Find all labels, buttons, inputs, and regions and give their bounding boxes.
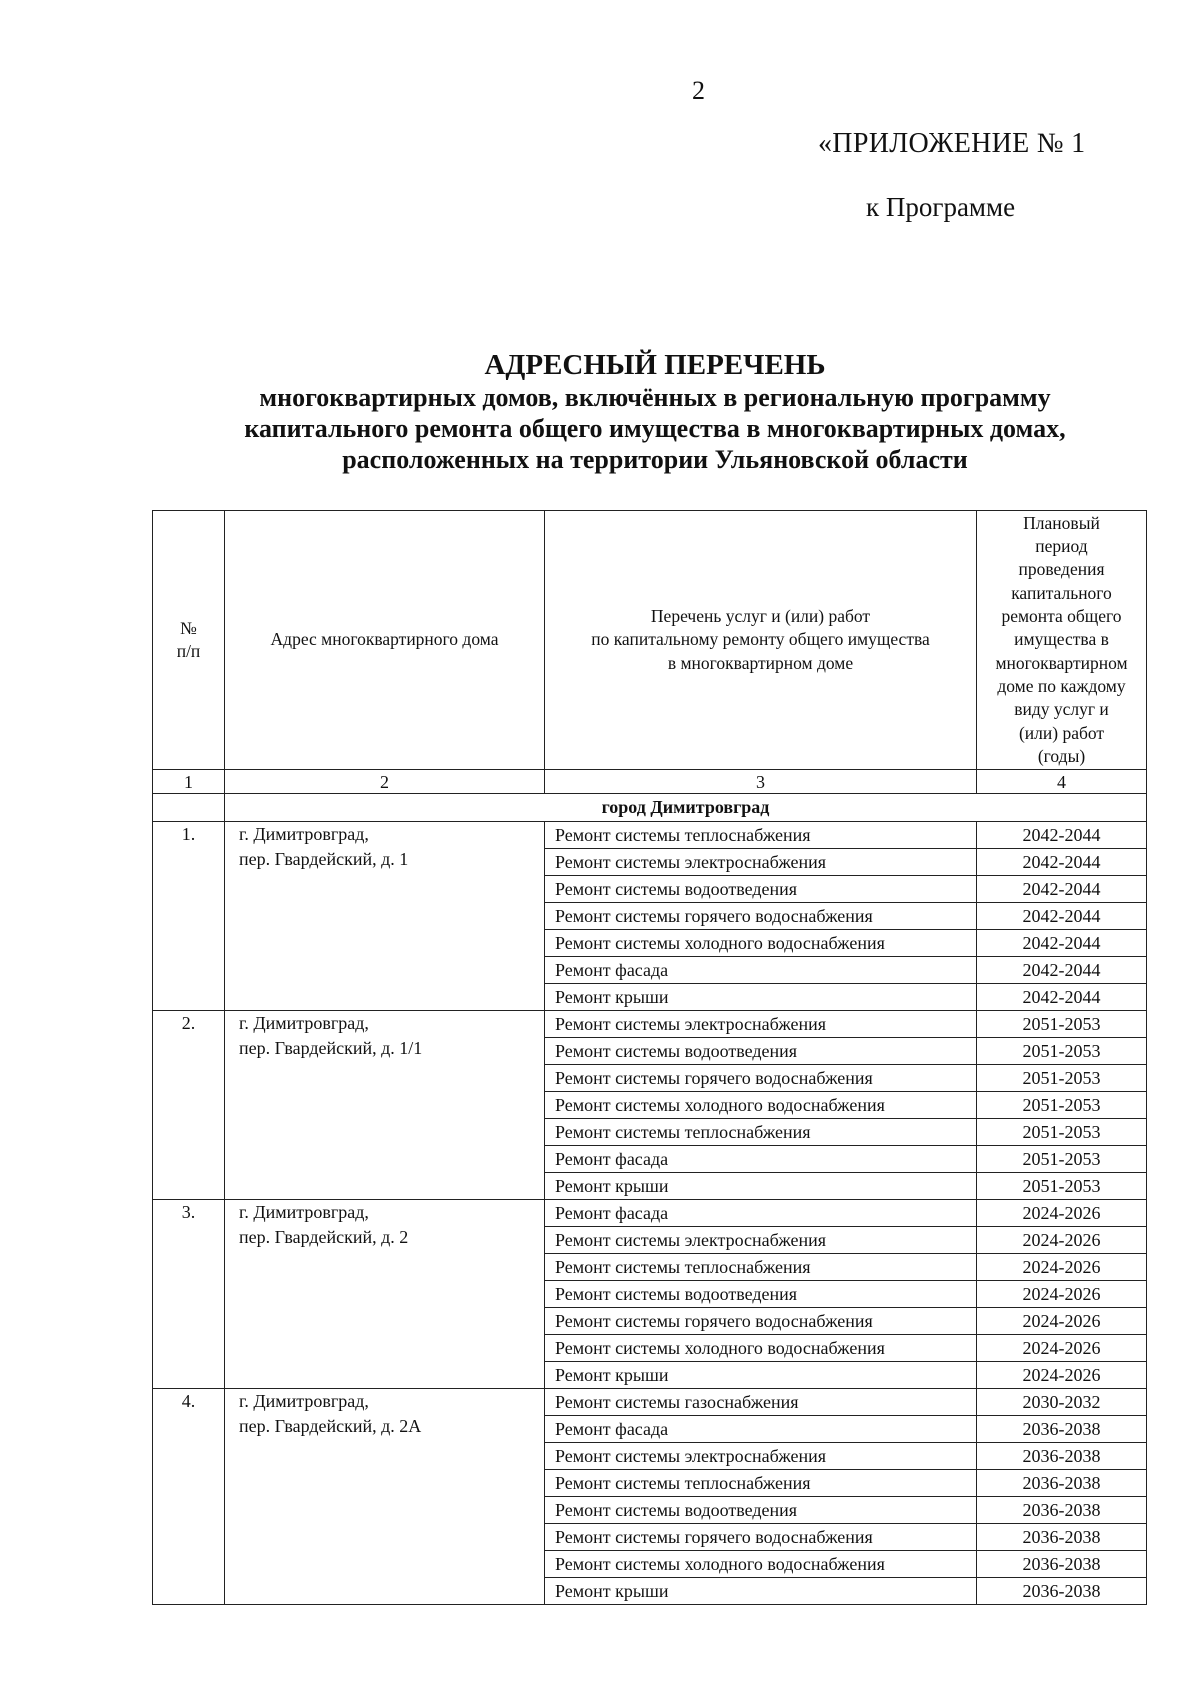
title-line-3: расположенных на территории Ульяновской области [342,445,968,474]
header-row [153,511,1147,770]
column-header-works [545,511,977,770]
house-address [225,1011,545,1200]
work-period: 2042-2044 [977,957,1147,984]
table-row [153,1011,1147,1038]
work-period: 2024-2026 [977,1227,1147,1254]
work-name: Ремонт крыши [545,984,977,1011]
house-number: 4. [153,1389,225,1605]
work-period: 2042-2044 [977,984,1147,1011]
house-address [225,1200,545,1389]
work-name: Ремонт системы водоотведения [545,876,977,903]
work-period: 2036-2038 [977,1497,1147,1524]
address-line: г. Димитровград, [239,1013,369,1033]
column-numbers-row [153,770,1147,794]
work-period: 2024-2026 [977,1200,1147,1227]
work-name: Ремонт системы горячего водоснабжения [545,903,977,930]
page-number: 2 [692,76,705,105]
header-period-line: период [1035,536,1088,557]
column-header-number [153,511,225,770]
work-name: Ремонт фасада [545,957,977,984]
work-name: Ремонт системы горячего водоснабжения [545,1308,977,1335]
work-period: 2042-2044 [977,822,1147,849]
work-period: 2024-2026 [977,1281,1147,1308]
house-address [225,1389,545,1605]
work-period: 2036-2038 [977,1470,1147,1497]
work-period: 2051-2053 [977,1146,1147,1173]
address-line: пер. Гвардейский, д. 1/1 [239,1038,423,1058]
document-title [140,348,1170,475]
work-period: 2051-2053 [977,1038,1147,1065]
work-name: Ремонт фасада [545,1416,977,1443]
address-list-table [152,510,1147,1605]
work-name: Ремонт крыши [545,1173,977,1200]
header-period-line: виду услуг и [1014,699,1109,720]
house-number: 3. [153,1200,225,1389]
work-period: 2051-2053 [977,1119,1147,1146]
header-number-line: п/п [176,641,201,661]
work-name: Ремонт системы холодного водоснабжения [545,1335,977,1362]
work-period: 2036-2038 [977,1551,1147,1578]
work-name: Ремонт фасада [545,1146,977,1173]
work-period: 2024-2026 [977,1362,1147,1389]
work-name: Ремонт системы газоснабжения [545,1389,977,1416]
header-works-line: в многоквартирном доме [667,652,854,673]
address-line: пер. Гвардейский, д. 2А [239,1416,422,1436]
title-main: АДРЕСНЫЙ ПЕРЕЧЕНЬ [484,349,826,381]
work-name: Ремонт системы холодного водоснабжения [545,1092,977,1119]
city-name: город Димитровград [225,794,1147,822]
column-number: 1 [153,770,225,794]
table-body [153,511,1147,1605]
work-name: Ремонт системы электроснабжения [545,849,977,876]
house-number: 1. [153,822,225,1011]
work-period: 2051-2053 [977,1092,1147,1119]
work-name: Ремонт системы теплоснабжения [545,1119,977,1146]
house-address [225,822,545,1011]
work-name: Ремонт системы электроснабжения [545,1443,977,1470]
title-line-1: многоквартирных домов, включённых в региональную программу [259,383,1051,412]
work-period: 2024-2026 [977,1254,1147,1281]
work-period: 2024-2026 [977,1335,1147,1362]
header-period-line: ремонта общего [1001,606,1122,627]
work-name: Ремонт крыши [545,1362,977,1389]
header-number-line: № [180,617,197,638]
work-name: Ремонт системы водоотведения [545,1497,977,1524]
work-period: 2030-2032 [977,1389,1147,1416]
appendix-heading: «ПРИЛОЖЕНИЕ № 1 [818,128,1086,159]
work-period: 2036-2038 [977,1443,1147,1470]
table-row [153,1389,1147,1416]
header-period-line: имущества в [1014,629,1109,650]
work-name: Ремонт системы водоотведения [545,1038,977,1065]
header-period-line: (годы) [1037,745,1086,766]
column-number: 4 [977,770,1147,794]
program-reference: к Программе [866,192,1016,222]
table-row [153,1200,1147,1227]
header-period-line: многоквартирном [995,652,1128,673]
work-name: Ремонт системы холодного водоснабжения [545,1551,977,1578]
column-number: 2 [225,770,545,794]
header-period-line: доме по каждому [997,675,1126,696]
work-period: 2051-2053 [977,1173,1147,1200]
city-row [153,794,1147,822]
work-period: 2036-2038 [977,1578,1147,1605]
header-period-line: капитального [1011,582,1112,603]
column-header-period [977,511,1147,770]
city-row-spacer [153,794,225,822]
work-period: 2024-2026 [977,1308,1147,1335]
work-name: Ремонт системы теплоснабжения [545,1470,977,1497]
work-name: Ремонт системы теплоснабжения [545,1254,977,1281]
column-number: 3 [545,770,977,794]
work-period: 2042-2044 [977,930,1147,957]
address-line: г. Димитровград, [239,1391,369,1411]
work-name: Ремонт крыши [545,1578,977,1605]
address-line: пер. Гвардейский, д. 2 [239,1227,409,1247]
header-works-line: Перечень услуг и (или) работ [650,606,871,627]
table-row [153,822,1147,849]
work-name: Ремонт системы электроснабжения [545,1011,977,1038]
work-name: Ремонт фасада [545,1200,977,1227]
work-name: Ремонт системы водоотведения [545,1281,977,1308]
work-name: Ремонт системы горячего водоснабжения [545,1524,977,1551]
work-period: 2051-2053 [977,1011,1147,1038]
work-period: 2036-2038 [977,1416,1147,1443]
work-name: Ремонт системы горячего водоснабжения [545,1065,977,1092]
work-period: 2042-2044 [977,849,1147,876]
header-works-line: по капитальному ремонту общего имущества [591,629,930,650]
work-period: 2036-2038 [977,1524,1147,1551]
work-name: Ремонт системы холодного водоснабжения [545,930,977,957]
work-period: 2042-2044 [977,903,1147,930]
address-line: г. Димитровград, [239,824,369,844]
header-period-line: Плановый [1023,512,1100,533]
address-line: г. Димитровград, [239,1202,369,1222]
work-period: 2051-2053 [977,1065,1147,1092]
column-header-address: Адрес многоквартирного дома [225,511,545,770]
work-name: Ремонт системы теплоснабжения [545,822,977,849]
header-period-line: проведения [1018,559,1105,580]
work-name: Ремонт системы электроснабжения [545,1227,977,1254]
header-period-line: (или) работ [1018,722,1105,743]
address-line: пер. Гвардейский, д. 1 [239,849,409,869]
title-line-2: капитального ремонта общего имущества в многоквартирных домах, [244,414,1066,443]
house-number: 2. [153,1011,225,1200]
work-period: 2042-2044 [977,876,1147,903]
